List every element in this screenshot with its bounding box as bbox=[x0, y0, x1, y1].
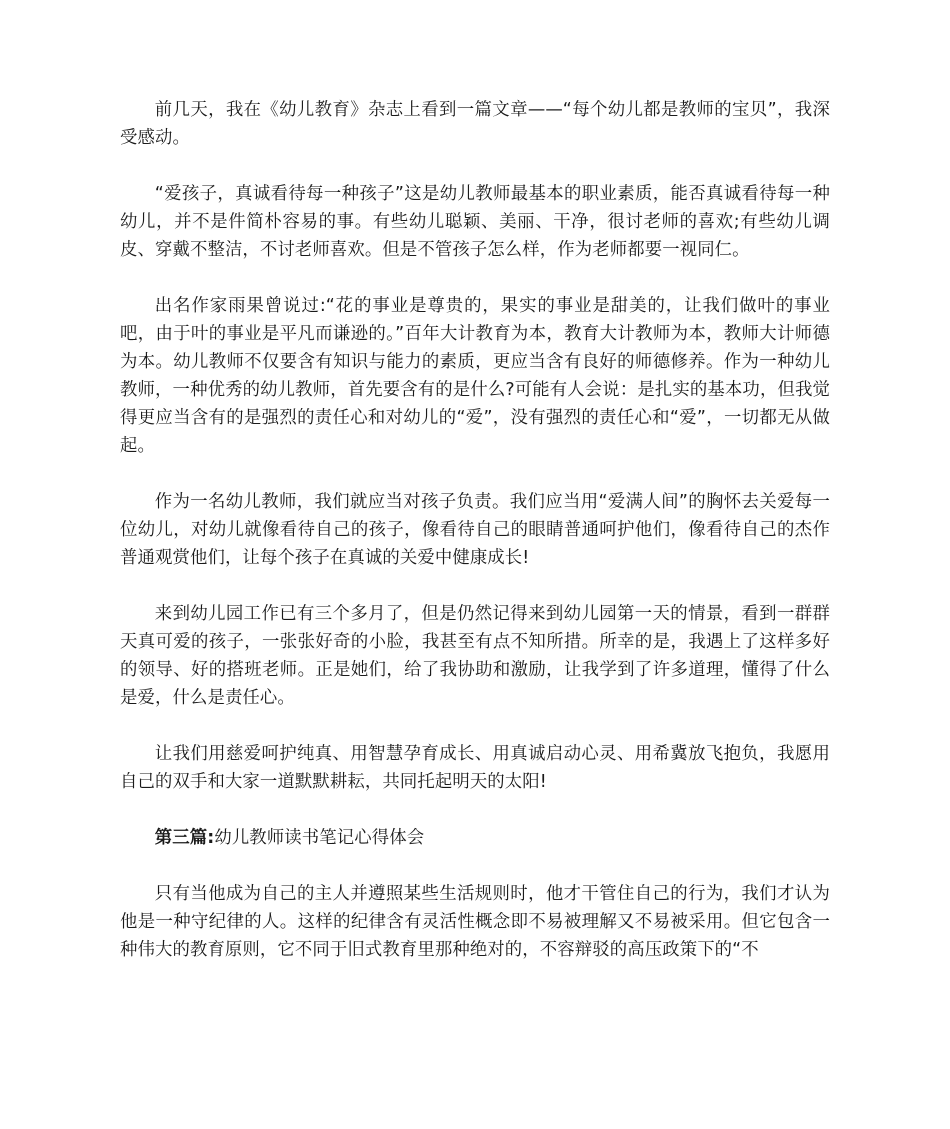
paragraph-3: 出名作家雨果曾说过:“花的事业是尊贵的，果实的事业是甜美的，让我们做叶的事业吧，由于叶的事业是平凡而谦逊的。”百年大计教育为本，教育大计教师为本，教师大计师德为本。幼儿教师不仅要含有知识与能力的素质，更应当含有良好的师德修养。作为一种幼儿教师，一种优秀的幼儿教师，首先要含有的是什么?可能有人会说：是扎实的基本功，但我觉得更应当含有的是强烈的责任心和对幼儿的“爱”，没有强烈的责任心和“爱”，一切都无从做起。 bbox=[120, 296, 830, 456]
paragraph-7: 只有当他成为自己的主人并遵照某些生活规则时，他才干管住自己的行为，我们才认为他是一种守纪律的人。这样的纪律含有灵活性概念即不易被理解又不易被采用。但它包含一种伟大的教育原则，它不同于旧式教育里那种绝对的，不容辩驳的高压政策下的“不 bbox=[120, 884, 830, 960]
paragraph-2: “爱孩子，真诚看待每一种孩子”这是幼儿教师最基本的职业素质，能否真诚看待每一种幼儿，并不是件简朴容易的事。有些幼儿聪颖、美丽、干净，很讨老师的喜欢;有些幼儿调皮、穿戴不整洁，不讨老师喜欢。但是不管孩子怎么样，作为老师都要一视同仁。 bbox=[120, 184, 830, 260]
section-heading-label: 第三篇: bbox=[154, 828, 215, 848]
document-page bbox=[120, 96, 830, 992]
paragraph-4: 作为一名幼儿教师，我们就应当对孩子负责。我们应当用“爱满人间”的胸怀去关爱每一位幼儿，对幼儿就像看待自己的孩子，像看待自己的眼睛普通呵护他们，像看待自己的杰作普通观赏他们，让每个孩子在真诚的关爱中健康成长! bbox=[120, 492, 830, 568]
section-heading-title: 幼儿教师读书笔记心得体会 bbox=[214, 828, 425, 848]
paragraph-1: 前几天，我在《幼儿教育》杂志上看到一篇文章——“每个幼儿都是教师的宝贝”，我深受感动。 bbox=[120, 100, 830, 148]
paragraph-5: 来到幼儿园工作已有三个多月了，但是仍然记得来到幼儿园第一天的情景，看到一群群天真可爱的孩子，一张张好奇的小脸，我甚至有点不知所措。所幸的是，我遇上了这样多好的领导、好的搭班老师。正是她们，给了我协助和激励，让我学到了许多道理，懂得了什么是爱，什么是责任心。 bbox=[120, 604, 830, 708]
section-heading bbox=[120, 824, 830, 852]
paragraph-6: 让我们用慈爱呵护纯真、用智慧孕育成长、用真诚启动心灵、用希冀放飞抱负，我愿用自己的双手和大家一道默默耕耘，共同托起明天的太阳! bbox=[120, 744, 830, 792]
